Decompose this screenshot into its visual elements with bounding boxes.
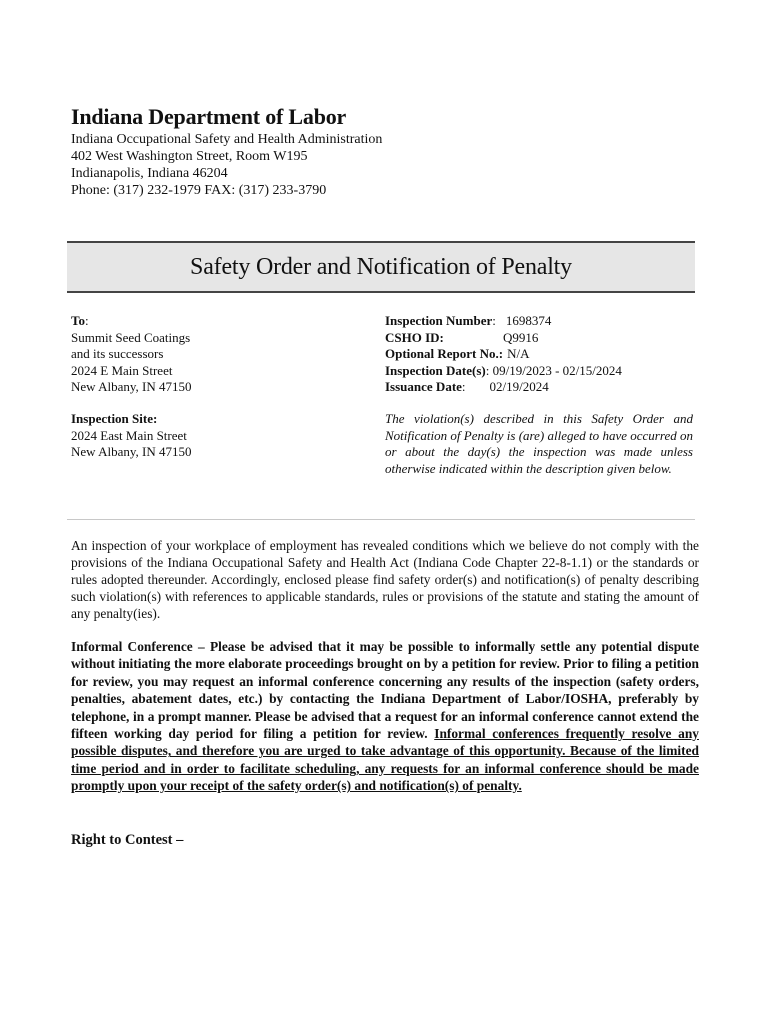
inspection-dates-value: : 09/19/2023 - 02/15/2024 xyxy=(485,362,622,378)
recipient-label-line xyxy=(71,313,191,330)
issuance-date-label: Issuance Date xyxy=(385,379,462,394)
informal-conference-underlined: Informal conferences frequently resolve any possible disputes, and therefore you are urged to take advantage of this opportunity. Because of the limited time period and in order to facilitate scheduling, any requests for an informal conference should be made promptly upon your receipt of the safety order(s) and notification(s) of penalty. xyxy=(71,726,699,794)
agency-street: 402 West Washington Street, Room W195 xyxy=(71,149,308,164)
issuance-date-row xyxy=(385,379,622,396)
inspection-number-colon: : xyxy=(492,313,496,328)
inspection-number-value: 1698374 xyxy=(505,313,552,328)
informal-conference-paragraph xyxy=(71,638,699,795)
informal-conference-body: Please be advised that it may be possible to informally settle any potential dispute without initiating the more elaborate proceedings brought on by a petition for review. Prior to filing a petition for review, you may request an informal conference concerning any results of the inspection (safety orders, penalties, abatement dates, etc.) by contacting the Indiana Department of Labor/IOSHA, preferably by telephone, in a prompt manner. Please be advised that a request for an informal conference cannot extend the fifteen working day period for filing a petition for review. xyxy=(71,639,700,742)
agency-name: Indiana Department of Labor xyxy=(71,104,347,129)
csho-row xyxy=(385,330,622,347)
agency-division: Indiana Occupational Safety and Health Administration xyxy=(71,132,383,147)
inspection-number-row xyxy=(385,313,622,330)
recipient-block xyxy=(71,313,191,396)
issuance-date-value: 02/19/2024 xyxy=(489,379,549,394)
recipient-label-colon: : xyxy=(84,313,89,328)
document-title: Safety Order and Notification of Penalty xyxy=(190,253,572,280)
informal-conference-dash: – xyxy=(192,639,210,654)
inspection-number-label: Inspection Number xyxy=(385,313,493,328)
inspection-details xyxy=(385,313,622,396)
inspection-dates-row xyxy=(385,363,622,380)
inspection-dates-label: Inspection Date(s) xyxy=(385,362,486,378)
optional-report-row xyxy=(385,346,622,363)
intro-paragraph: An inspection of your workplace of employment has revealed conditions which we believe do not comply with the provisions of the Indiana Occupational Safety and Health Act (Indiana Code Chapter 22-8-1.1) or the standards or rules adopted thereunder. Accordingly, enclosed please find safety order(s) and notification(s) of penalty describing such violation(s) with references to applicable standards, rules or provisions of the statute and stating the amount of any penalty(ies). xyxy=(71,538,699,621)
inspection-site-block xyxy=(71,411,191,461)
inspection-site-street: 2024 East Main Street xyxy=(71,427,187,443)
document-title-box xyxy=(67,241,695,293)
csho-label: CSHO ID: xyxy=(385,329,444,345)
optional-report-value: N/A xyxy=(507,346,530,361)
violation-note: The violation(s) described in this Safety Order and Notification of Penalty is (are) alleged to have occurred on or about the day(s) the inspection was made unless otherwise indicated within the description given below. xyxy=(385,411,693,476)
right-to-contest-heading: Right to Contest – xyxy=(71,832,184,848)
recipient-street: 2024 E Main Street xyxy=(71,362,173,378)
csho-value: Q9916 xyxy=(503,329,539,345)
recipient-successors: and its successors xyxy=(71,346,164,361)
section-divider xyxy=(67,519,695,520)
issuance-date-colon: : xyxy=(461,379,466,394)
inspection-site-label: Inspection Site: xyxy=(71,411,158,426)
recipient-name: Summit Seed Coatings xyxy=(71,329,191,345)
agency-phone-fax: Phone: (317) 232-1979 FAX: (317) 233-3790 xyxy=(71,183,327,198)
optional-report-label: Optional Report No.: xyxy=(385,346,504,361)
agency-city: Indianapolis, Indiana 46204 xyxy=(71,166,228,181)
informal-conference-heading: Informal Conference xyxy=(71,639,193,654)
recipient-city: New Albany, IN 47150 xyxy=(71,379,192,394)
inspection-site-city: New Albany, IN 47150 xyxy=(71,444,192,459)
recipient-label: To xyxy=(71,313,85,328)
